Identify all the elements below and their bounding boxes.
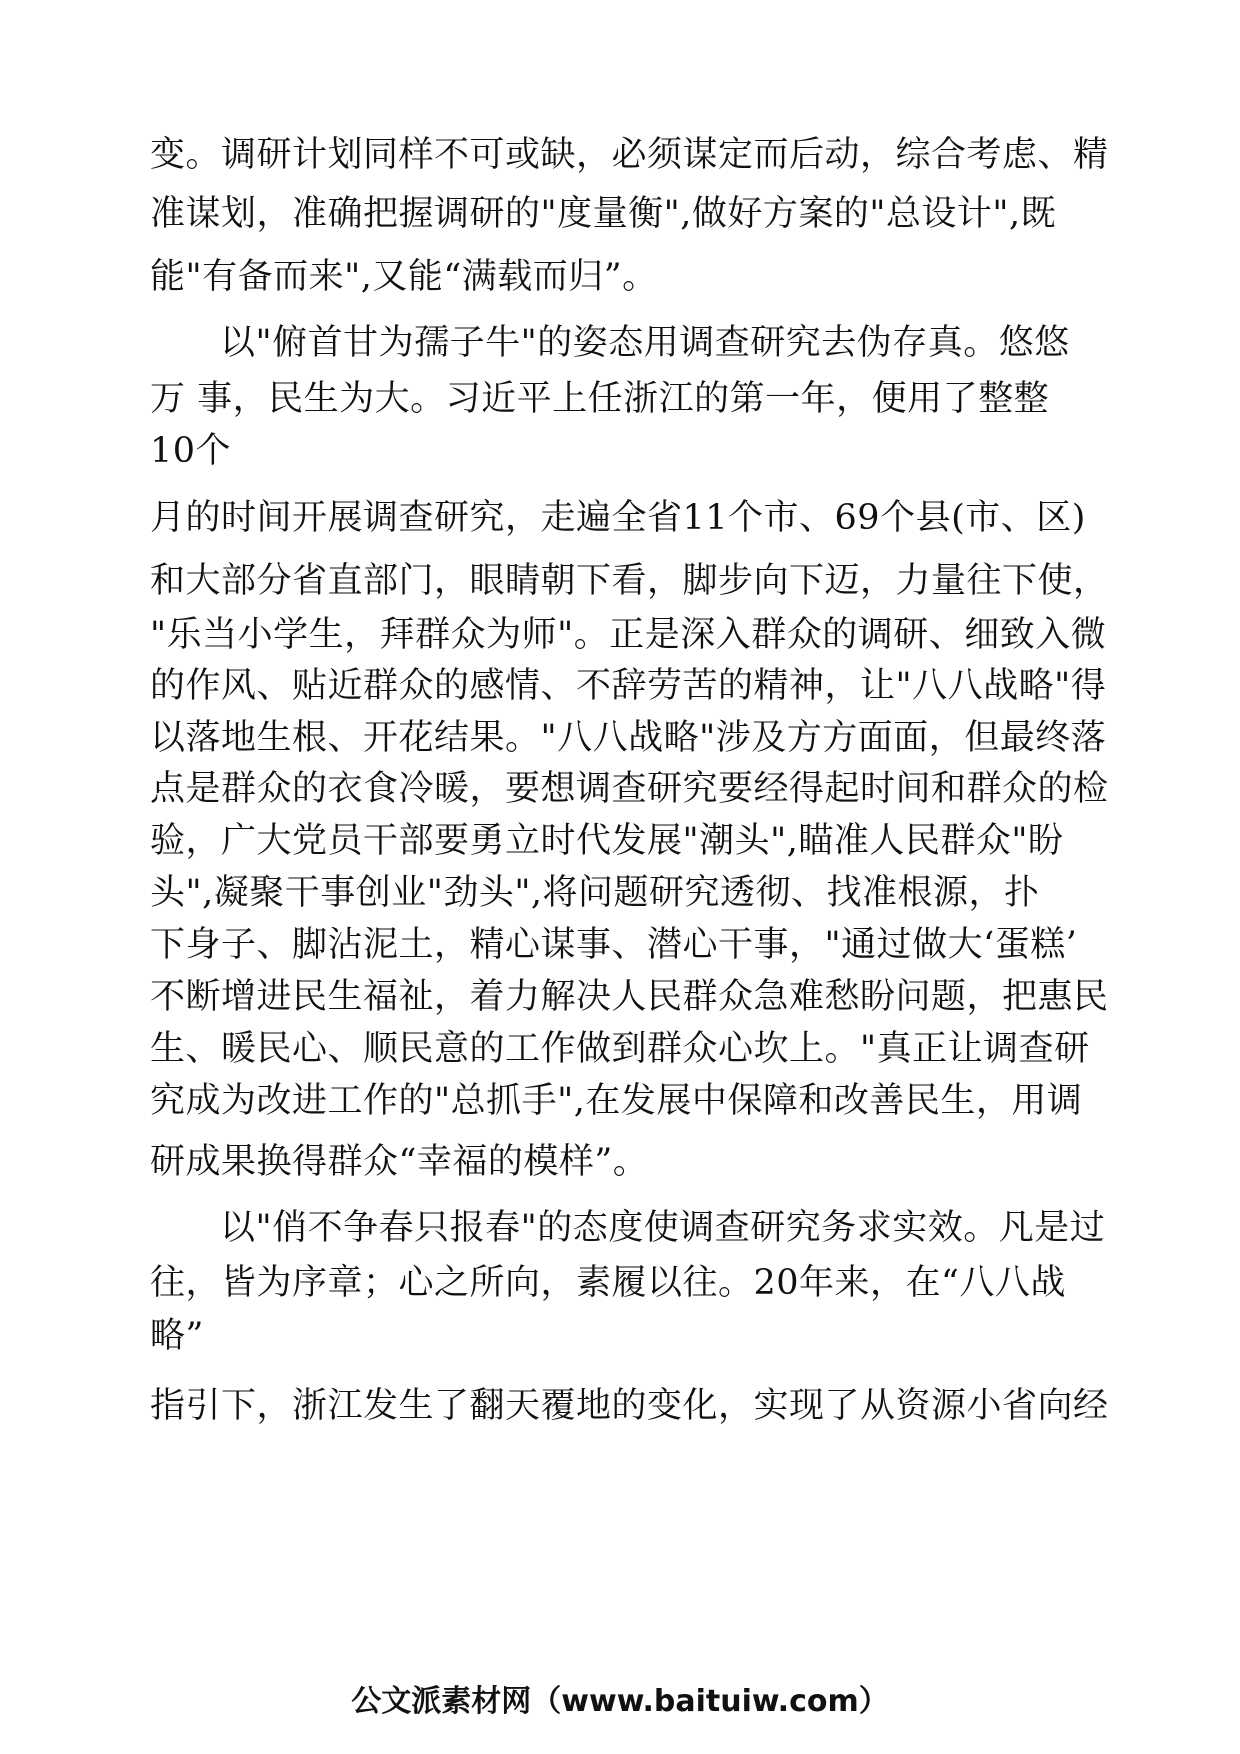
body-line-18: 究成为改进工作的"总抓手",在发展中保障和改善民生，用调 — [150, 1081, 1083, 1121]
body-line-6: 10个 — [150, 431, 232, 471]
body-line-10: 的作风、贴近群众的感情、不辞劳苦的精神，让"八八战略"得 — [150, 666, 1107, 706]
body-line-3: 能"有备而来",又能“满载而归”。 — [150, 257, 658, 297]
body-line-14: 头",凝聚干事创业"劲头",将问题研究透彻、找准根源，扑 — [150, 873, 1040, 913]
body-line-5: 万 事，民生为大。习近平上任浙江的第一年，便用了整整 — [150, 379, 1050, 419]
body-line-17: 生、暖民心、顺民意的工作做到群众心坎上。"真正让调查研 — [150, 1029, 1090, 1069]
paragraph-heading-1: 以"俯首甘为孺子牛"的姿态用调查研究去伪存真。悠悠 — [220, 323, 1070, 363]
body-line-1: 变。调研计划同样不可或缺，必须谋定而后动，综合考虑、精 — [150, 135, 1109, 175]
body-line-23: 指引下，浙江发生了翻天覆地的变化，实现了从资源小省向经 — [150, 1386, 1109, 1426]
body-line-9: "乐当小学生，拜群众为师"。正是深入群众的调研、细致入微 — [150, 615, 1107, 655]
body-line-21: 往，皆为序章；心之所向，素履以往。20年来，在“八八战 — [150, 1263, 1066, 1303]
paragraph-heading-2: 以"俏不争春只报春"的态度使调查研究务求实效。凡是过 — [220, 1208, 1106, 1248]
body-line-8: 和大部分省直部门，眼睛朝下看，脚步向下迈，力量往下使， — [150, 561, 1109, 601]
body-line-19: 研成果换得群众“幸福的模样”。 — [150, 1142, 649, 1182]
body-line-16: 不断增进民生福祉，着力解决人民群众急难愁盼问题，把惠民 — [150, 977, 1109, 1017]
body-line-12: 点是群众的衣食冷暖，要想调查研究要经得起时间和群众的检 — [150, 769, 1109, 809]
body-line-22: 略” — [150, 1316, 204, 1356]
footer-source-watermark: 公文派素材网（www.baituiw.com） — [351, 1684, 889, 1719]
body-line-7: 月的时间开展调查研究，走遍全省11个市、69个县(市、区) — [150, 498, 1086, 538]
body-line-11: 以落地生根、开花结果。"八八战略"涉及方方面面，但最终落 — [150, 718, 1107, 758]
body-line-15: 下身子、脚沾泥土，精心谋事、潜心干事，"通过做大‘蛋糕’ — [150, 925, 1078, 965]
body-line-2: 准谋划，准确把握调研的"度量衡",做好方案的"总设计",既 — [150, 194, 1057, 234]
body-line-13: 验，广大党员干部要勇立时代发展"潮头",瞄准人民群众"盼 — [150, 821, 1064, 861]
